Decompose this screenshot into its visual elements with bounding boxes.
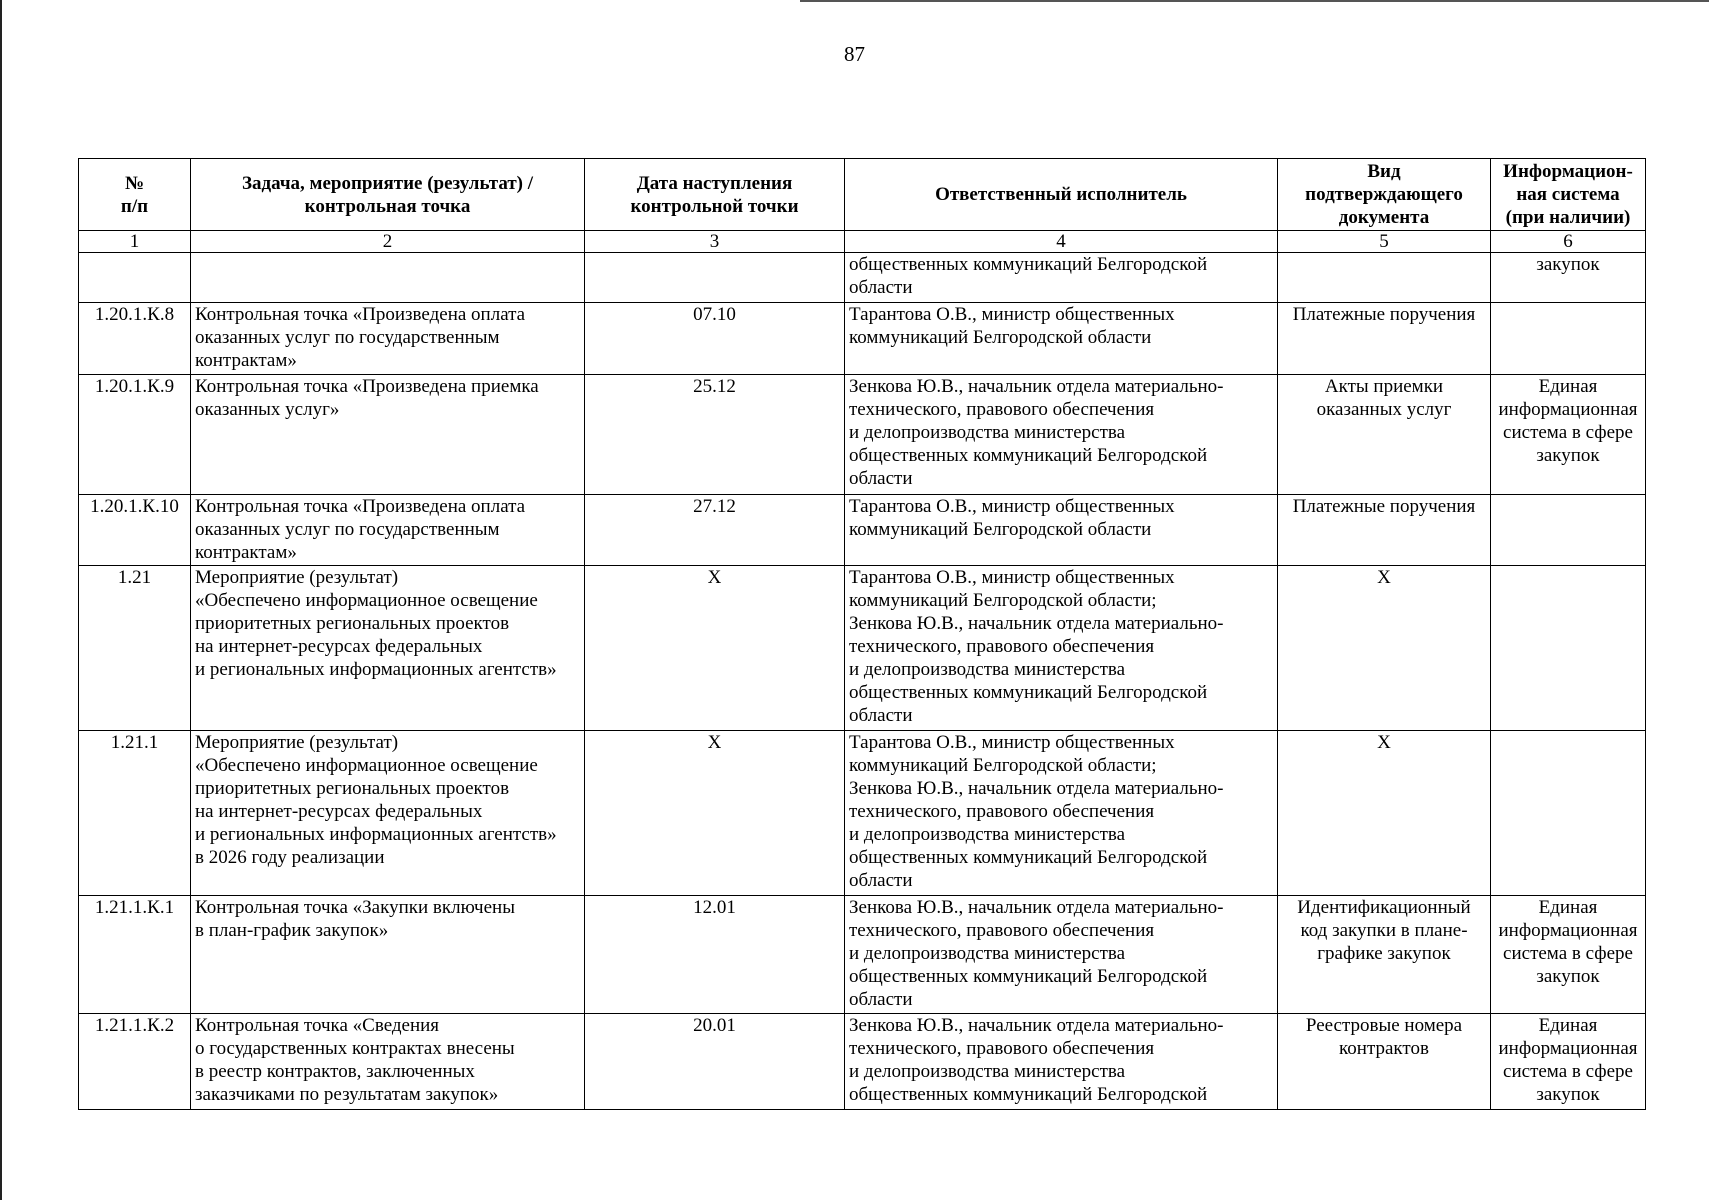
row-number: 1.20.1.К.10 (79, 495, 191, 566)
column-number: 2 (191, 231, 585, 253)
row-system: Единая информационная система в сфере закупок (1491, 896, 1646, 1014)
scan-edge-left (0, 0, 2, 1200)
row-number: 1.20.1.К.9 (79, 375, 191, 495)
row-document: Акты приемки оказанных услуг (1278, 375, 1491, 495)
row-task: Контрольная точка «Произведена оплата оказанных услуг по государственным контрактам» (191, 303, 585, 375)
row-date (585, 253, 845, 303)
row-number: 1.20.1.К.8 (79, 303, 191, 375)
row-document: Реестровые номера контрактов (1278, 1014, 1491, 1110)
row-task (191, 253, 585, 303)
table-row (79, 303, 1646, 375)
row-task: Контрольная точка «Произведена оплата оказанных услуг по государственным контрактам» (191, 495, 585, 566)
row-executor: Зенкова Ю.В., начальник отдела материально- технического, правового обеспечения и делопроизводства министерства общественных коммуникаций Белгородской (845, 1014, 1278, 1110)
row-task: Контрольная точка «Закупки включены в план-график закупок» (191, 896, 585, 1014)
row-task: Мероприятие (результат) «Обеспечено информационное освещение приоритетных региональных проектов на интернет-ресурсах федеральных и региональных информационных агентств» (191, 566, 585, 731)
table-row (79, 375, 1646, 495)
row-date: 27.12 (585, 495, 845, 566)
row-document: Идентификационный код закупки в плане- графике закупок (1278, 896, 1491, 1014)
row-task: Контрольная точка «Сведения о государственных контрактах внесены в реестр контрактов, заключенных заказчиками по результатам закупок» (191, 1014, 585, 1110)
header-system: Информацион- ная система (при наличии) (1491, 159, 1646, 231)
table-row (79, 731, 1646, 896)
row-system (1491, 731, 1646, 896)
header-number: № п/п (79, 159, 191, 231)
row-executor: Зенкова Ю.В., начальник отдела материально- технического, правового обеспечения и делопроизводства министерства общественных коммуникаций Белгородской области (845, 896, 1278, 1014)
row-date: 12.01 (585, 896, 845, 1014)
row-system: Единая информационная система в сфере закупок (1491, 1014, 1646, 1110)
column-number: 4 (845, 231, 1278, 253)
row-system (1491, 566, 1646, 731)
row-date: X (585, 731, 845, 896)
row-date: X (585, 566, 845, 731)
table-row (79, 1014, 1646, 1110)
row-document: Платежные поручения (1278, 303, 1491, 375)
row-number: 1.21.1.К.1 (79, 896, 191, 1014)
header-document: Вид подтверждающего документа (1278, 159, 1491, 231)
row-task: Мероприятие (результат) «Обеспечено информационное освещение приоритетных региональных проектов на интернет-ресурсах федеральных и региональных информационных агентств» в 2026 году реализации (191, 731, 585, 896)
column-number: 3 (585, 231, 845, 253)
table-row (79, 253, 1646, 303)
row-system: Единая информационная система в сфере закупок (1491, 375, 1646, 495)
row-number: 1.21.1.К.2 (79, 1014, 191, 1110)
row-executor: Зенкова Ю.В., начальник отдела материально- технического, правового обеспечения и делопроизводства министерства общественных коммуникаций Белгородской области (845, 375, 1278, 495)
table-row (79, 566, 1646, 731)
row-document: Платежные поручения (1278, 495, 1491, 566)
table-row (79, 495, 1646, 566)
row-executor: общественных коммуникаций Белгородской области (845, 253, 1278, 303)
row-system (1491, 303, 1646, 375)
row-executor: Тарантова О.В., министр общественных коммуникаций Белгородской области; Зенкова Ю.В., начальник отдела материально- технического, правового обеспечения и делопроизводства министерства общественных коммуникаций Белгородской области (845, 731, 1278, 896)
row-document (1278, 253, 1491, 303)
header-date: Дата наступления контрольной точки (585, 159, 845, 231)
row-executor: Тарантова О.В., министр общественных коммуникаций Белгородской области; Зенкова Ю.В., начальник отдела материально- технического, правового обеспечения и делопроизводства министерства общественных коммуникаций Белгородской области (845, 566, 1278, 731)
column-number: 1 (79, 231, 191, 253)
row-document: X (1278, 566, 1491, 731)
row-task: Контрольная точка «Произведена приемка оказанных услуг» (191, 375, 585, 495)
row-document: X (1278, 731, 1491, 896)
control-points-table (78, 158, 1646, 1110)
row-date: 07.10 (585, 303, 845, 375)
header-executor: Ответственный исполнитель (845, 159, 1278, 231)
scan-edge-top (800, 0, 1709, 2)
row-number: 1.21.1 (79, 731, 191, 896)
column-number: 6 (1491, 231, 1646, 253)
row-system (1491, 495, 1646, 566)
row-number (79, 253, 191, 303)
page-number: 87 (844, 42, 865, 66)
row-executor: Тарантова О.В., министр общественных коммуникаций Белгородской области (845, 303, 1278, 375)
row-date: 20.01 (585, 1014, 845, 1110)
row-executor: Тарантова О.В., министр общественных коммуникаций Белгородской области (845, 495, 1278, 566)
column-numbers-row (79, 231, 1646, 253)
header-task: Задача, мероприятие (результат) / контрольная точка (191, 159, 585, 231)
table-header-row (79, 159, 1646, 231)
row-number: 1.21 (79, 566, 191, 731)
column-number: 5 (1278, 231, 1491, 253)
table-row (79, 896, 1646, 1014)
row-date: 25.12 (585, 375, 845, 495)
row-system: закупок (1491, 253, 1646, 303)
